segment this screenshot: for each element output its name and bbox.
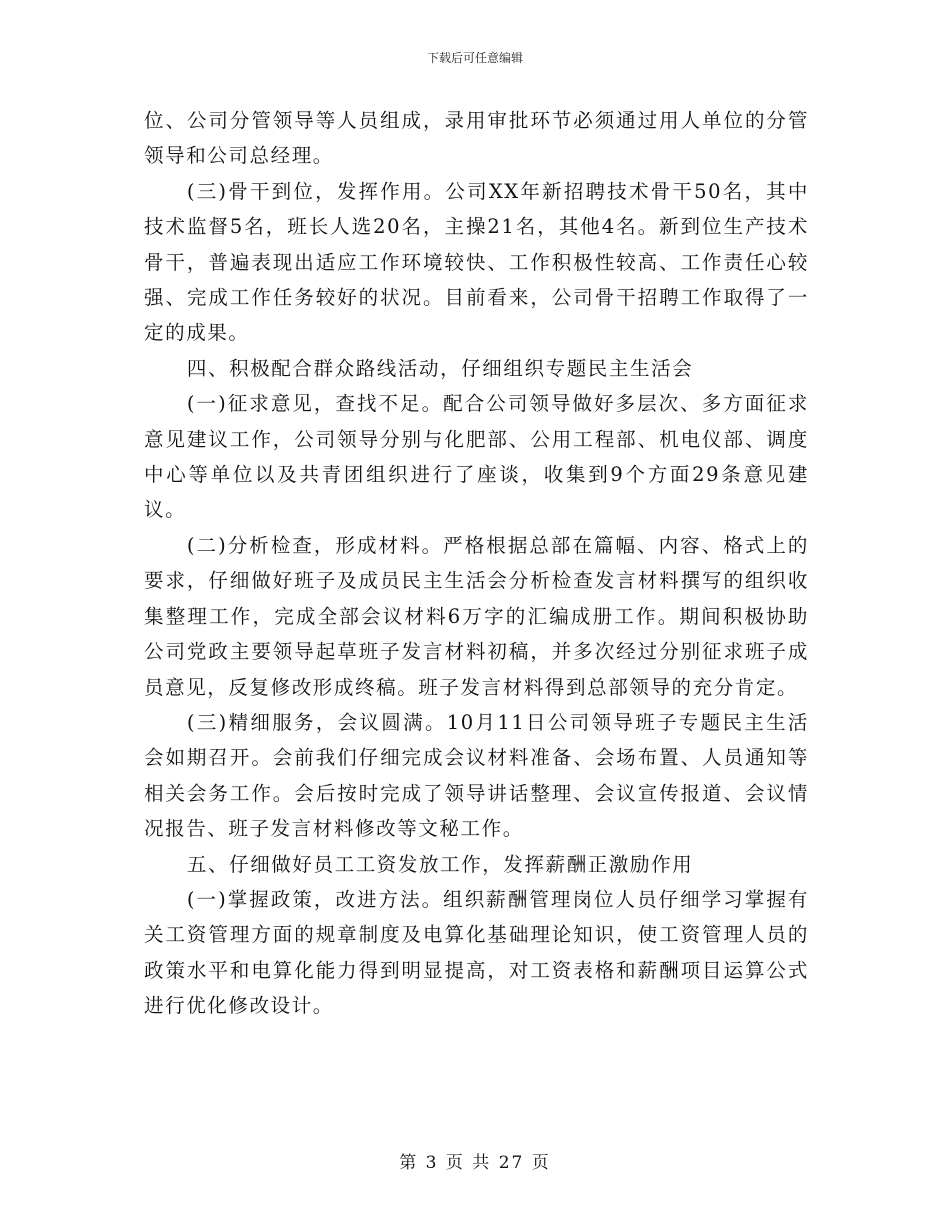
paragraph-4-2: (二)分析检查，形成材料。严格根据总部在篇幅、内容、格式上的要求，仔细做好班子及成员民主生活会分析检查发言材料撰写的组织收集整理工作，完成全部会议材料6万字的汇编成册工作。期间积极协助公司党政主要领导起草班子发言材料初稿，并多次经过分别征求班子成员意见，反复修改形成终稿。班子发言材料得到总部领导的充分肯定。 [144, 533, 809, 699]
page-footer: 第 3 页 共 27 页 [399, 1153, 551, 1173]
section-heading-4: 四、积极配合群众路线活动，仔细组织专题民主生活会 [186, 356, 694, 380]
paragraph-1: 位、公司分管领导等人员组成，录用审批环节必须通过用人单位的分管领导和公司总经理。 [144, 109, 809, 168]
section-heading-5: 五、仔细做好员工工资发放工作，发挥薪酬正激励作用 [186, 852, 694, 876]
page-header: 下载后可任意编辑 [426, 51, 523, 65]
paragraph-4-1: (一)征求意见，查找不足。配合公司领导做好多层次、多方面征求意见建议工作，公司领导分别与化肥部、公用工程部、机电仪部、调度中心等单位以及共青团组织进行了座谈，收集到9个方面29条意见建议。 [144, 392, 809, 522]
paragraph-5-1: (一)掌握政策，改进方法。组织薪酬管理岗位人员仔细学习掌握有关工资管理方面的规章制度及电算化基础理论知识，使工资管理人员的政策水平和电算化能力得到明显提高，对工资表格和薪酬项目运算公式进行优化修改设计。 [144, 887, 809, 1018]
paragraph-4-3: (三)精细服务，会议圆满。10月11日公司领导班子专题民主生活会如期召开。会前我们仔细完成会议材料准备、会场布置、人员通知等相关会务工作。会后按时完成了领导讲话整理、会议宣传报道、会议情况报告、班子发言材料修改等文秘工作。 [144, 710, 809, 841]
document-body [144, 103, 809, 1024]
paragraph-2: (三)骨干到位，发挥作用。公司XX年新招聘技术骨干50名，其中技术监督5名，班长人选20名，主操21名，其他4名。新到位生产技术骨干，普遍表现出适应工作环境较快、工作积极性较高、工作责任心较强、完成工作任务较好的状况。目前看来，公司骨干招聘工作取得了一定的成果。 [144, 179, 809, 345]
